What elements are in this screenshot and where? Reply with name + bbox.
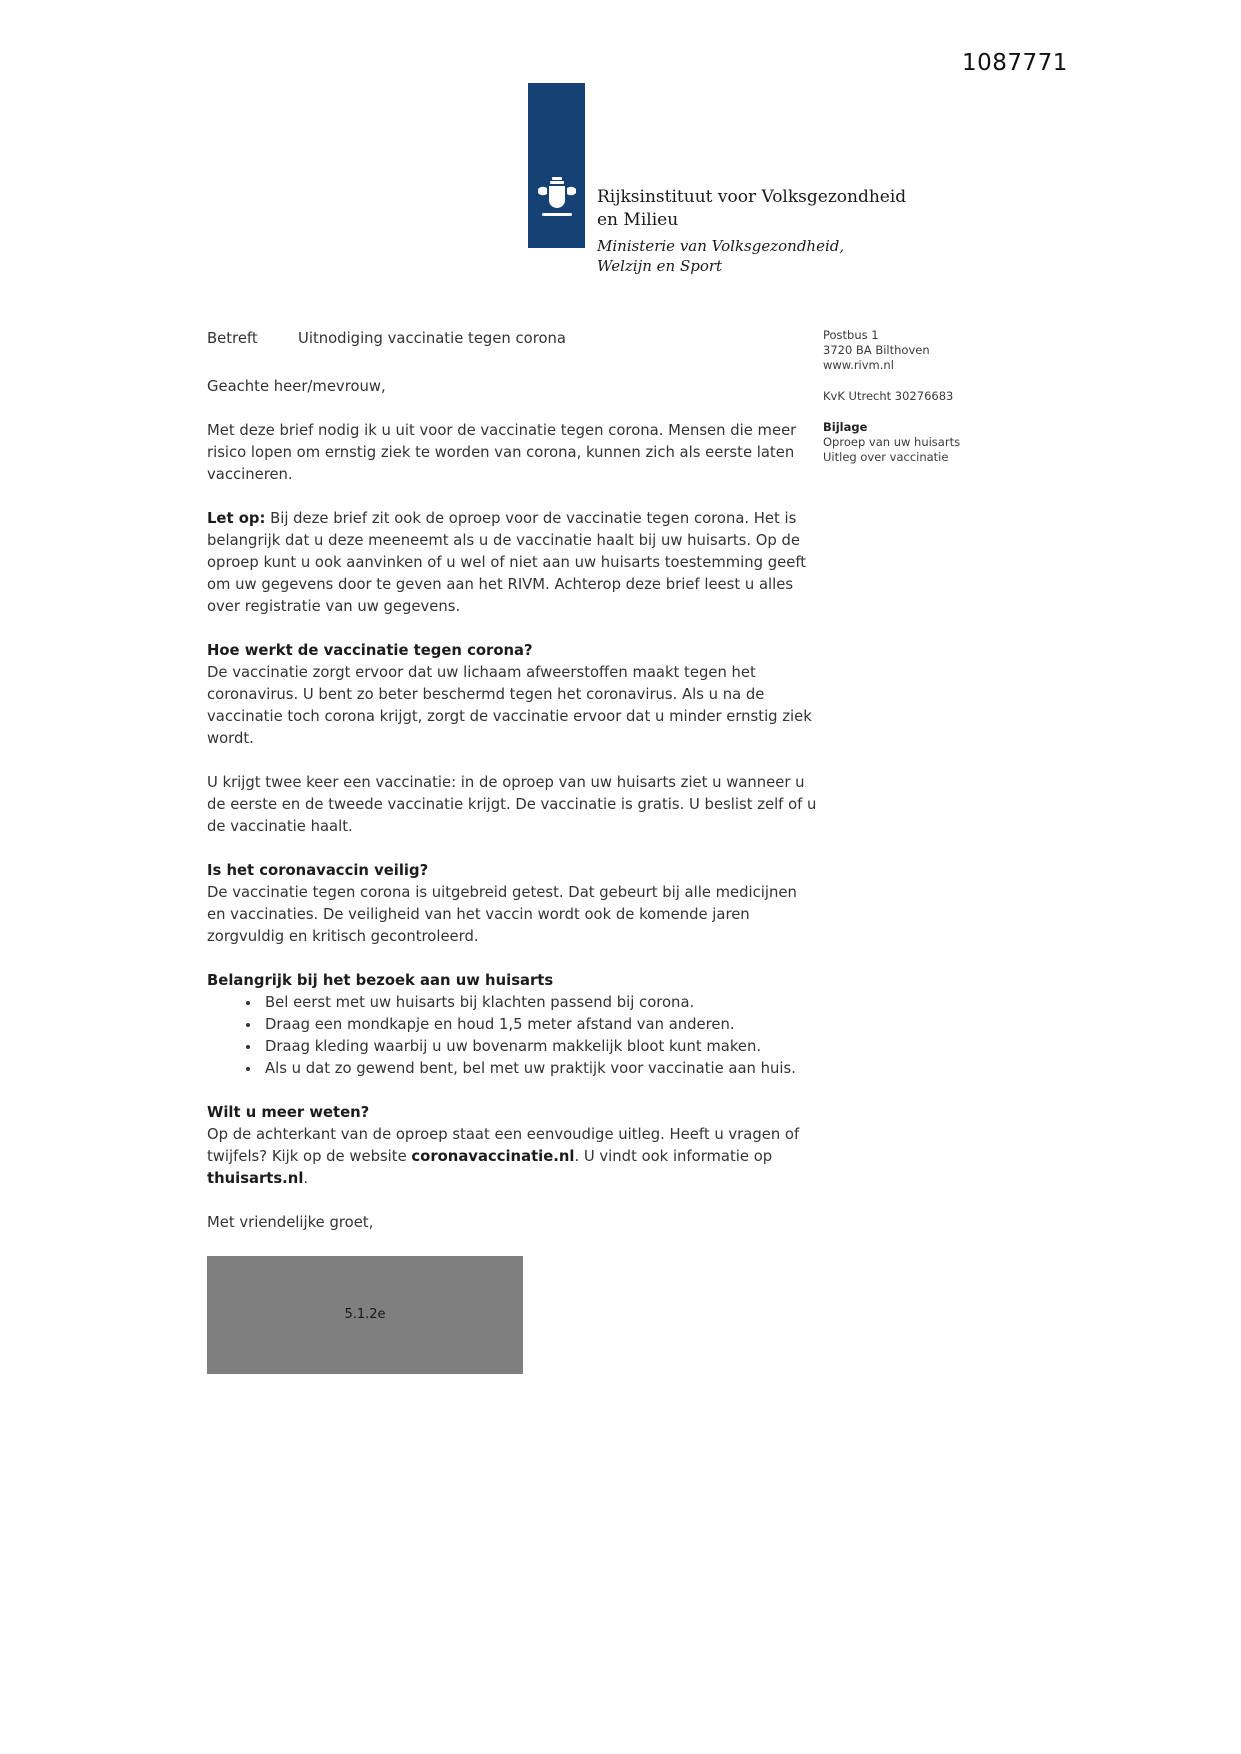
letop-bold: Let op: (207, 510, 266, 527)
bijlage-label: Bijlage (823, 420, 868, 434)
ministry-line2: Welzijn en Sport (597, 257, 723, 275)
section-heading-hoe-werkt: Hoe werkt de vaccinatie tegen corona? (207, 642, 533, 659)
section-heading-meer-weten: Wilt u meer weten? (207, 1104, 370, 1121)
section4-text: . (303, 1170, 309, 1187)
subject-value: Uitnodiging vaccinatie tegen corona (298, 330, 566, 347)
rijksoverheid-crest-icon (536, 175, 578, 221)
redacted-signature-block (207, 1256, 523, 1374)
letop-text: Bij deze brief zit ook de oproep voor de vaccinatie tegen corona. Het is belangrijk dat u deze meeneemt als u de vaccinatie haalt bij uw huisarts. Op de oproep kunt u ook aanvinken of u wel of niet aan uw huisarts toestemming geeft om uw gegevens door te geven aan het RIVM. Achterop deze brief leest u alles over registratie van uw gegevens. (207, 510, 807, 615)
closing-line: Met vriendelijke groet, (207, 1214, 374, 1231)
org-name-line1: Rijksinstituut voor Volksgezondheid (597, 187, 907, 207)
postal-address (823, 328, 1013, 373)
kvk-number: KvK Utrecht 30276683 (823, 389, 954, 403)
thuisarts-url: thuisarts.nl (207, 1170, 304, 1187)
bullet-item: • Draag een mondkapje en houd 1,5 meter afstand van anderen. (261, 1014, 819, 1036)
bullet-item: • Draag kleding waarbij u uw bovenarm makkelijk bloot kunt maken. (261, 1036, 819, 1058)
intro-paragraph: Met deze brief nodig ik u uit voor de vaccinatie tegen corona. Mensen die meer risico lopen om ernstig ziek te worden van corona, kunnen zich als eerste laten vaccineren. (207, 422, 797, 483)
subject-row (207, 328, 819, 350)
letop-paragraph (207, 508, 819, 618)
section4-text: Op de achterkant van de oproep staat een eenvoudige uitleg. Heeft u vragen of twijfels? Kijk op de website (207, 1126, 800, 1165)
huisarts-bullet-list (207, 992, 819, 1080)
address-line: Postbus 1 (823, 328, 879, 342)
section4-paragraph (207, 1124, 819, 1190)
section2-paragraph: De vaccinatie tegen corona is uitgebreid getest. Dat gebeurt bij alle medicijnen en vaccinaties. De veiligheid van het vaccin wordt ook de komende jaren zorgvuldig en kritisch gecontroleerd. (207, 884, 797, 945)
address-line: 3720 BA Bilthoven (823, 343, 930, 357)
bullet-item: • Bel eerst met uw huisarts bij klachten passend bij corona. (261, 992, 819, 1014)
section-heading-veilig: Is het coronavaccin veilig? (207, 862, 429, 879)
ministry-line1: Ministerie van Volksgezondheid, (597, 237, 845, 255)
coronavaccinatie-url: coronavaccinatie.nl (411, 1148, 575, 1165)
bijlage-block (823, 420, 1013, 465)
bijlage-item: Uitleg over vaccinatie (823, 450, 949, 464)
page-number: 1087771 (962, 50, 1068, 76)
section4-text: . U vindt ook informatie op (574, 1148, 773, 1165)
subject-label: Betreft (207, 330, 258, 347)
redaction-code: 5.1.2e (344, 1307, 386, 1322)
website-url: www.rivm.nl (823, 358, 894, 372)
org-name-line2: en Milieu (597, 210, 679, 230)
section1-paragraph2: U krijgt twee keer een vaccinatie: in de oproep van uw huisarts ziet u wanneer u de eerste en de tweede vaccinatie krijgt. De vaccinatie is gratis. U beslist zelf of u de vaccinatie haalt. (207, 774, 817, 835)
salutation: Geachte heer/mevrouw, (207, 378, 386, 395)
contact-sidebar (823, 328, 1013, 481)
bijlage-item: Oproep van uw huisarts (823, 435, 961, 449)
bullet-item: • Als u dat zo gewend bent, bel met uw praktijk voor vaccinatie aan huis. (261, 1058, 819, 1080)
section-heading-bezoek: Belangrijk bij het bezoek aan uw huisarts (207, 972, 554, 989)
letter-body (207, 328, 819, 1374)
section1-paragraph1: De vaccinatie zorgt ervoor dat uw lichaam afweerstoffen maakt tegen het coronavirus. U bent zo beter beschermd tegen het coronavirus. Als u na de vaccinatie toch corona krijgt, zorgt de vaccinatie ervoor dat u minder ernstig ziek wordt. (207, 664, 812, 747)
logo-banner (528, 83, 585, 248)
logo-text (597, 186, 906, 276)
